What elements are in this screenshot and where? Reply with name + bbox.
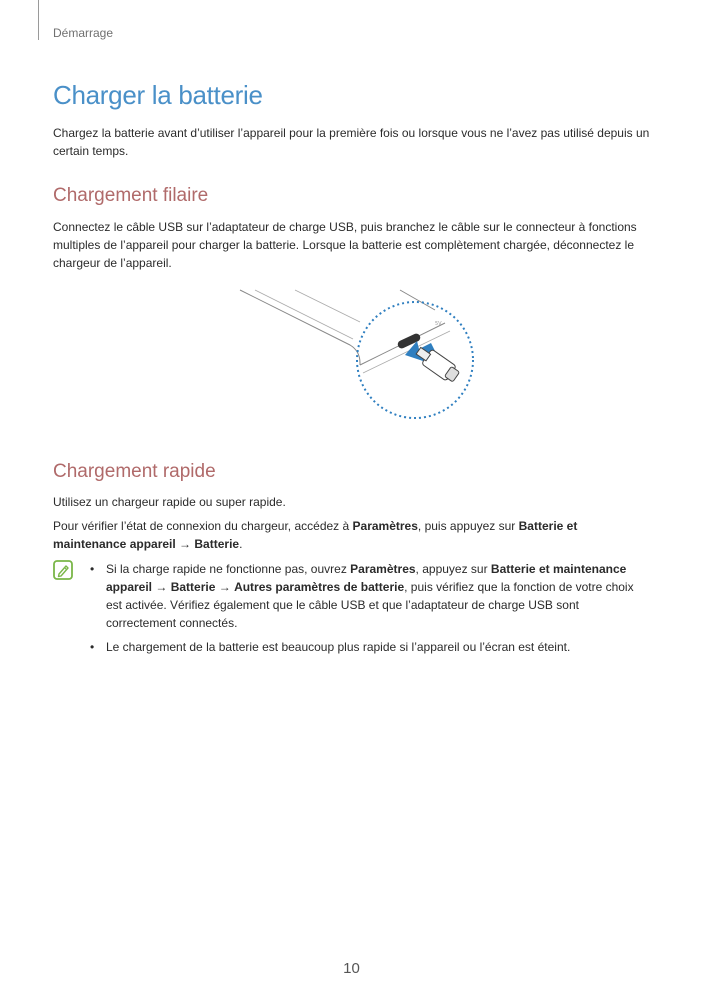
svg-text:5V: 5V bbox=[435, 321, 442, 327]
fast-charging-paragraph-1: Utilisez un chargeur rapide ou super rapide. bbox=[53, 495, 286, 509]
fast-charging-heading: Chargement rapide bbox=[53, 461, 216, 482]
page-margin-rule bbox=[38, 0, 39, 40]
wired-charging-paragraph: Connectez le câble USB sur l’adaptateur de charge USB, puis branchez le câble sur le connecteur à fonctions multiples de l’appareil pour charger la batterie. Lorsque la batterie est complètement chargée, déconnectez le chargeur de l’appareil. bbox=[53, 220, 637, 270]
fast-charging-notes bbox=[90, 560, 650, 662]
page-title: Charger la batterie bbox=[53, 80, 263, 110]
note-item: • Si la charge rapide ne fonctionne pas, ouvrez Paramètres, appuyez sur Batterie et maintenance appareil → Batterie → Autres paramètres de batterie, puis vérifiez que la fonction de votre choix est activée. Vérifiez également que le câble USB et que l’adaptateur de charge USB sont correctement connectés. bbox=[90, 560, 650, 632]
wired-charging-heading: Chargement filaire bbox=[53, 185, 209, 206]
page-number: 10 bbox=[343, 960, 360, 977]
note-pencil-icon bbox=[53, 560, 73, 580]
note-item: • Le chargement de la batterie est beaucoup plus rapide si l’appareil ou l’écran est éteint. bbox=[90, 638, 650, 656]
intro-paragraph: Chargez la batterie avant d’utiliser l’appareil pour la première fois ou lorsque vous ne l’avez pas utilisé depuis un certain temps. bbox=[53, 126, 650, 158]
fast-charging-paragraph-2: Pour vérifier l’état de connexion du chargeur, accédez à Paramètres, puis appuyez sur Batterie et maintenance appareil → Batterie. bbox=[53, 519, 578, 551]
usb-charging-illustration bbox=[235, 285, 480, 425]
section-label: Démarrage bbox=[53, 26, 114, 40]
